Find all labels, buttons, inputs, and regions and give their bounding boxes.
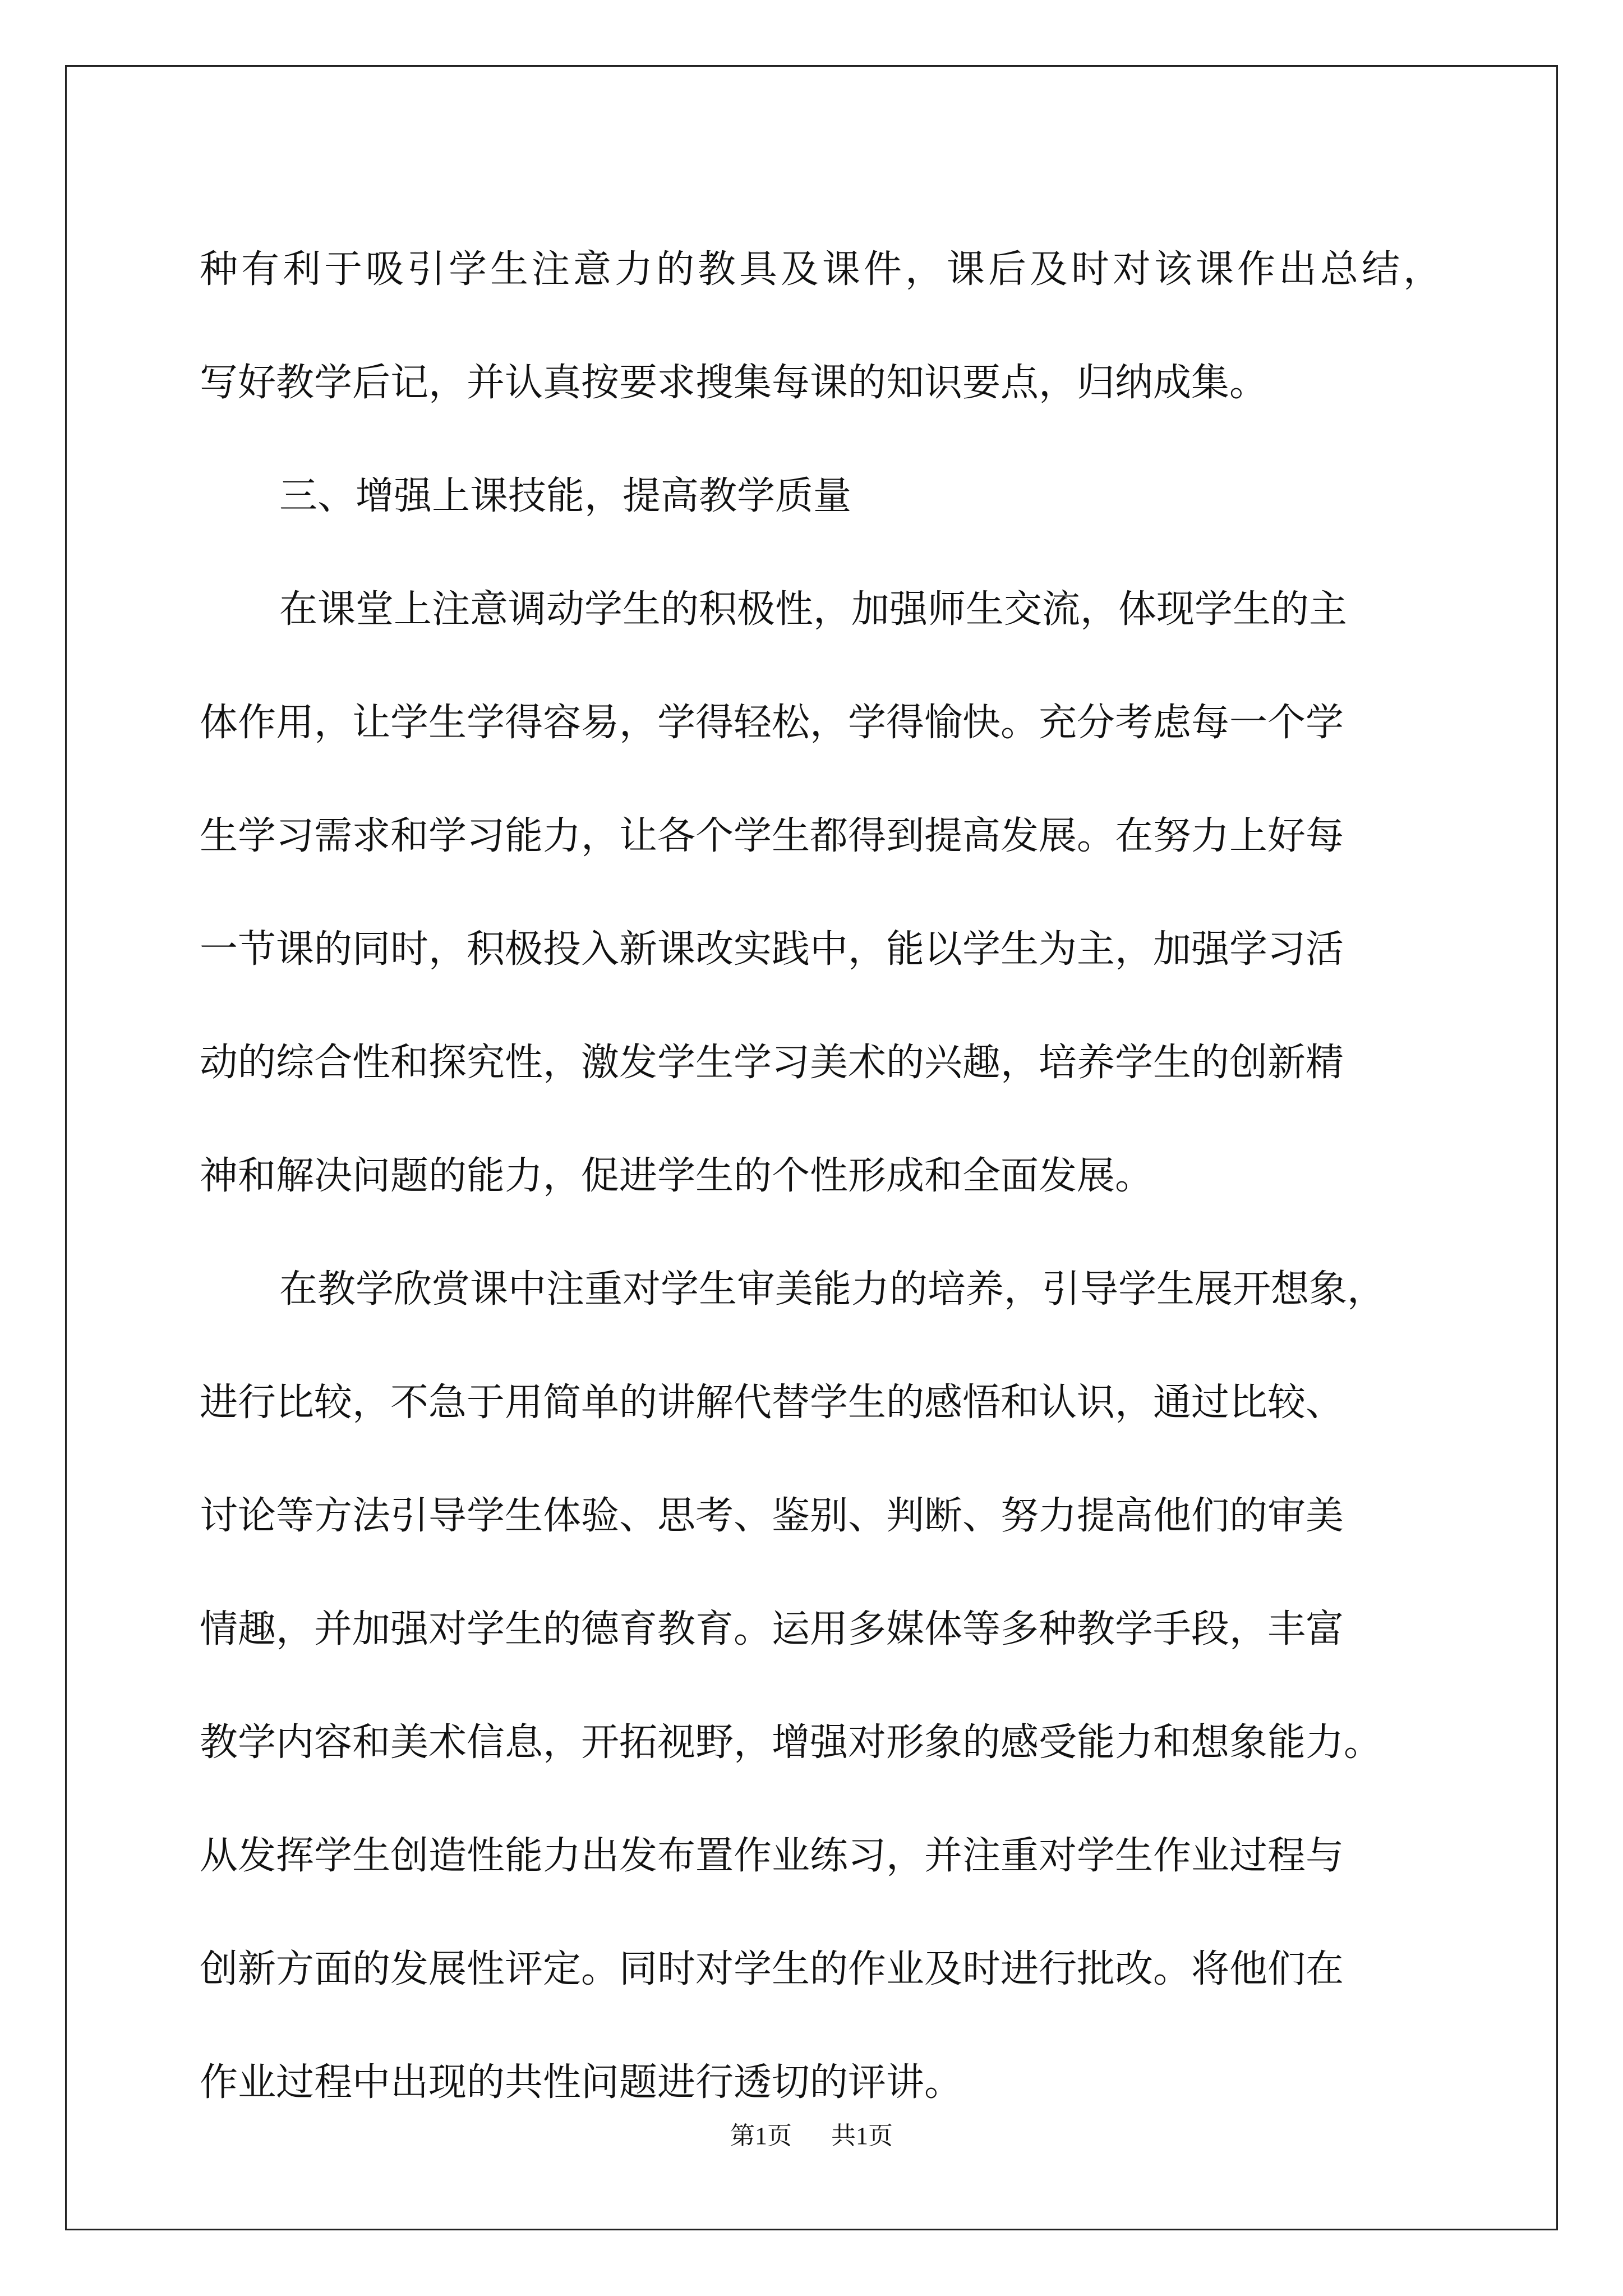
text-line: 进行比较，不急于用简单的讲解代替学生的感悟和认识，通过比较、 — [200, 1381, 1344, 1425]
text-line: 一节课的同时，积极投入新课改实践中，能以学生为主，加强学习活 — [200, 927, 1344, 972]
text-line: 生学习需求和学习能力，让各个学生都得到提高发展。在努力上好每 — [200, 814, 1344, 858]
text-line: 作业过程中出现的共性问题进行透切的评讲。 — [200, 2060, 963, 2105]
paragraph-start: 在教学欣赏课中注重对学生审美能力的培养，引导学生展开想象， — [279, 1267, 1386, 1312]
section-heading: 三、增强上课技能，提高教学质量 — [279, 474, 852, 518]
text-line: 讨论等方法引导学生体验、思考、鉴别、判断、努力提高他们的审美 — [200, 1494, 1344, 1538]
text-line: 写好教学后记，并认真按要求搜集每课的知识要点，归纳成集。 — [200, 361, 1268, 405]
page-footer — [0, 2119, 1623, 2153]
text-line: 体作用，让学生学得容易，学得轻松，学得愉快。充分考虑每一个学 — [200, 701, 1344, 745]
page-number: 第1页 — [730, 2122, 792, 2150]
text-line: 创新方面的发展性评定。同时对学生的作业及时进行批改。将他们在 — [200, 1947, 1344, 1991]
text-line: 动的综合性和探究性，激发学生学习美术的兴趣，培养学生的创新精 — [200, 1041, 1344, 1085]
paragraph-start: 在课堂上注意调动学生的积极性，加强师生交流，体现学生的主 — [279, 587, 1348, 632]
page-total: 共1页 — [831, 2122, 893, 2150]
text-line: 从发挥学生创造性能力出发布置作业练习，并注重对学生作业过程与 — [200, 1834, 1344, 1878]
text-line: 神和解决问题的能力，促进学生的个性形成和全面发展。 — [200, 1154, 1154, 1198]
document-body — [200, 213, 1445, 2139]
text-line: 教学内容和美术信息，开拓视野，增强对形象的感受能力和想象能力。 — [200, 1720, 1382, 1765]
text-line: 种有利于吸引学生注意力的教具及课件，课后及时对该课作出总结， — [200, 247, 1445, 292]
text-line: 情趣，并加强对学生的德育教育。运用多媒体等多种教学手段，丰富 — [200, 1607, 1344, 1651]
